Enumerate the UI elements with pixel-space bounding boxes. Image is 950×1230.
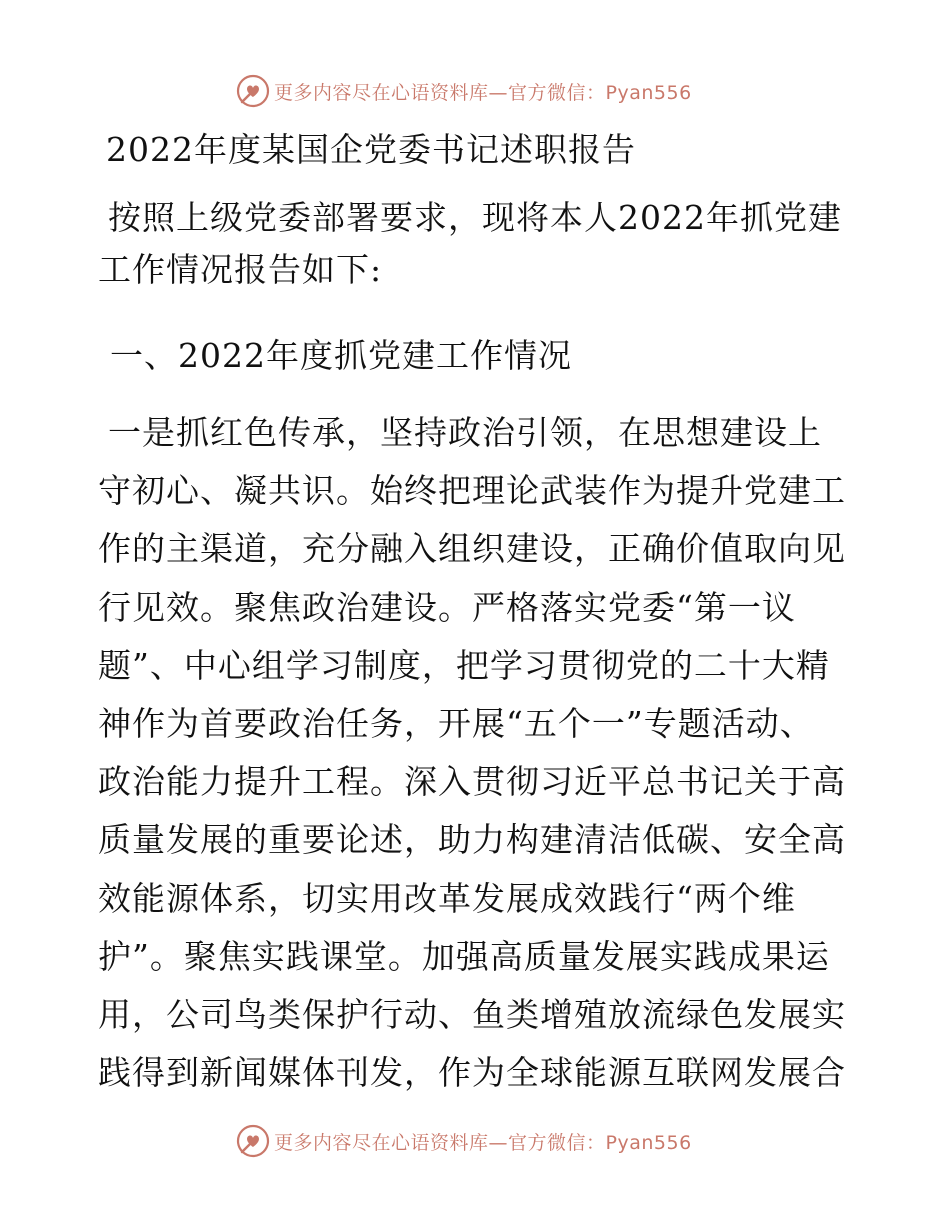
body-line: 行见效。聚焦政治建设。严格落实党委“第一议 — [98, 587, 796, 627]
watermark-text: 更多内容尽在心语资料库—官方微信：Pyan556 — [274, 1131, 692, 1154]
intro-line: 工作情况报告如下: — [98, 250, 383, 289]
intro-line: 按照上级党委部署要求，现将本人2022年抓党建 — [108, 198, 842, 237]
body-line: 护”。聚焦实践课堂。加强高质量发展实践成果运 — [98, 936, 830, 976]
intro-paragraph — [98, 192, 842, 296]
watermark-text: 更多内容尽在心语资料库—官方微信：Pyan556 — [274, 81, 692, 104]
body-paragraph — [98, 404, 846, 1102]
section-heading: 一、2022年度抓党建工作情况 — [110, 336, 572, 375]
body-line: 践得到新闻媒体刊发，作为全球能源互联网发展合 — [98, 1053, 846, 1093]
document-title: 2022年度某国企党委书记述职报告 — [106, 130, 636, 169]
body-line: 质量发展的重要论述，助力构建清洁低碳、安全高 — [98, 820, 846, 860]
body-line: 政治能力提升工程。深入贯彻习近平总书记关于高 — [98, 762, 846, 802]
body-line: 作的主渠道，充分融入组织建设，正确价值取向见 — [98, 529, 846, 569]
body-line: 题”、中心组学习制度，把学习贯彻党的二十大精 — [98, 645, 830, 685]
body-line: 神作为首要政治任务，开展“五个一”专题活动、 — [98, 703, 814, 743]
heart-pen-logo-icon — [236, 74, 270, 108]
body-line: 一是抓红色传承，坚持政治引领，在思想建设上 — [108, 413, 822, 452]
footer-watermark — [236, 1124, 692, 1158]
body-line: 效能源体系，切实用改革发展成效践行“两个维 — [98, 878, 796, 918]
body-line: 守初心、凝共识。始终把理论武装作为提升党建工 — [98, 471, 846, 511]
header-watermark — [236, 74, 692, 108]
heart-pen-logo-icon — [236, 1124, 270, 1158]
body-line: 用，公司鸟类保护行动、鱼类增殖放流绿色发展实 — [98, 994, 846, 1034]
